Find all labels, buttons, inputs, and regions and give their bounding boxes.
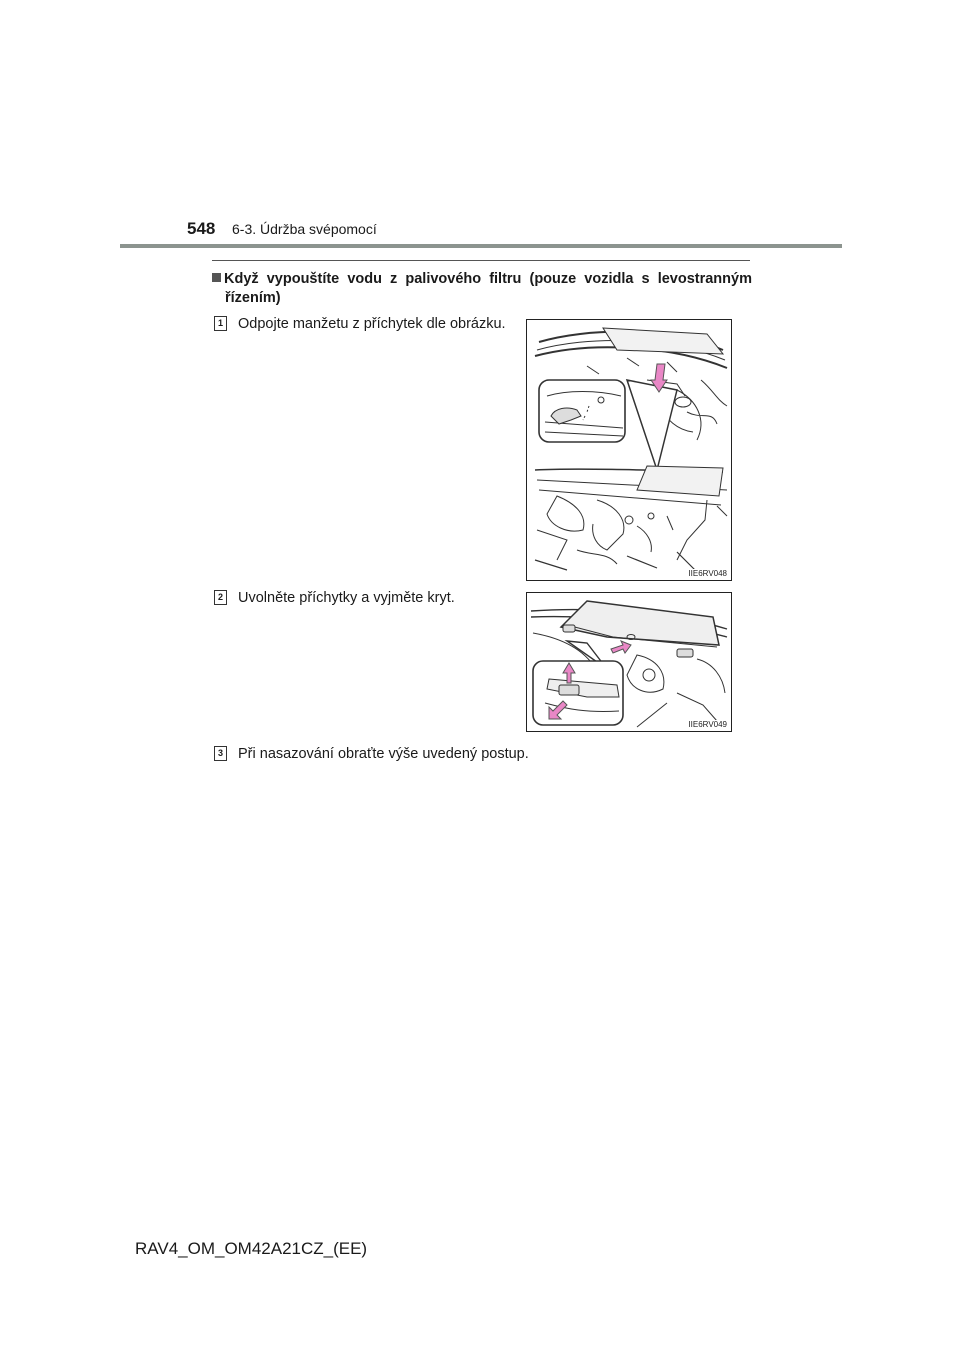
step-2-text: Uvolněte příchytky a vyjměte kryt. <box>238 590 455 606</box>
step-1-number: 1 <box>214 316 227 331</box>
footer-doc-code: RAV4_OM_OM42A21CZ_(EE) <box>135 1239 368 1258</box>
header-rule <box>120 244 842 248</box>
heading-word: Když <box>212 270 259 289</box>
heading-word: vypouštíte <box>266 271 340 287</box>
step-3-number: 3 <box>214 746 227 761</box>
step-2-number: 2 <box>214 590 227 605</box>
figure-1-code: IIE6RV048 <box>688 569 727 578</box>
section-title: 6-3. Údržba svépomocí <box>232 221 377 237</box>
heading-word: z <box>390 271 398 287</box>
section-rule <box>212 260 750 261</box>
heading-word: vodu <box>347 271 382 287</box>
square-bullet-icon <box>212 273 221 282</box>
heading-line-2: řízením) <box>225 290 281 306</box>
step-1-text: Odpojte manžetu z příchytek dle obrázku. <box>238 316 506 332</box>
heading-word: (pouze <box>529 271 577 287</box>
figure-2-code: IIE6RV049 <box>688 720 727 729</box>
heading-word: vozidla <box>584 271 634 287</box>
heading-word: filtru <box>489 271 522 287</box>
procedure-heading <box>212 270 752 308</box>
step-3-text: Při nasazování obraťte výše uvedený postup. <box>238 746 529 762</box>
figure-2-illustration <box>526 592 732 732</box>
heading-word: palivového <box>405 271 482 287</box>
figure-1-illustration <box>526 319 732 581</box>
heading-word: levostranným <box>657 271 752 287</box>
heading-line-1 <box>212 270 752 289</box>
page-number: 548 <box>187 219 216 238</box>
heading-word: s <box>641 271 650 287</box>
